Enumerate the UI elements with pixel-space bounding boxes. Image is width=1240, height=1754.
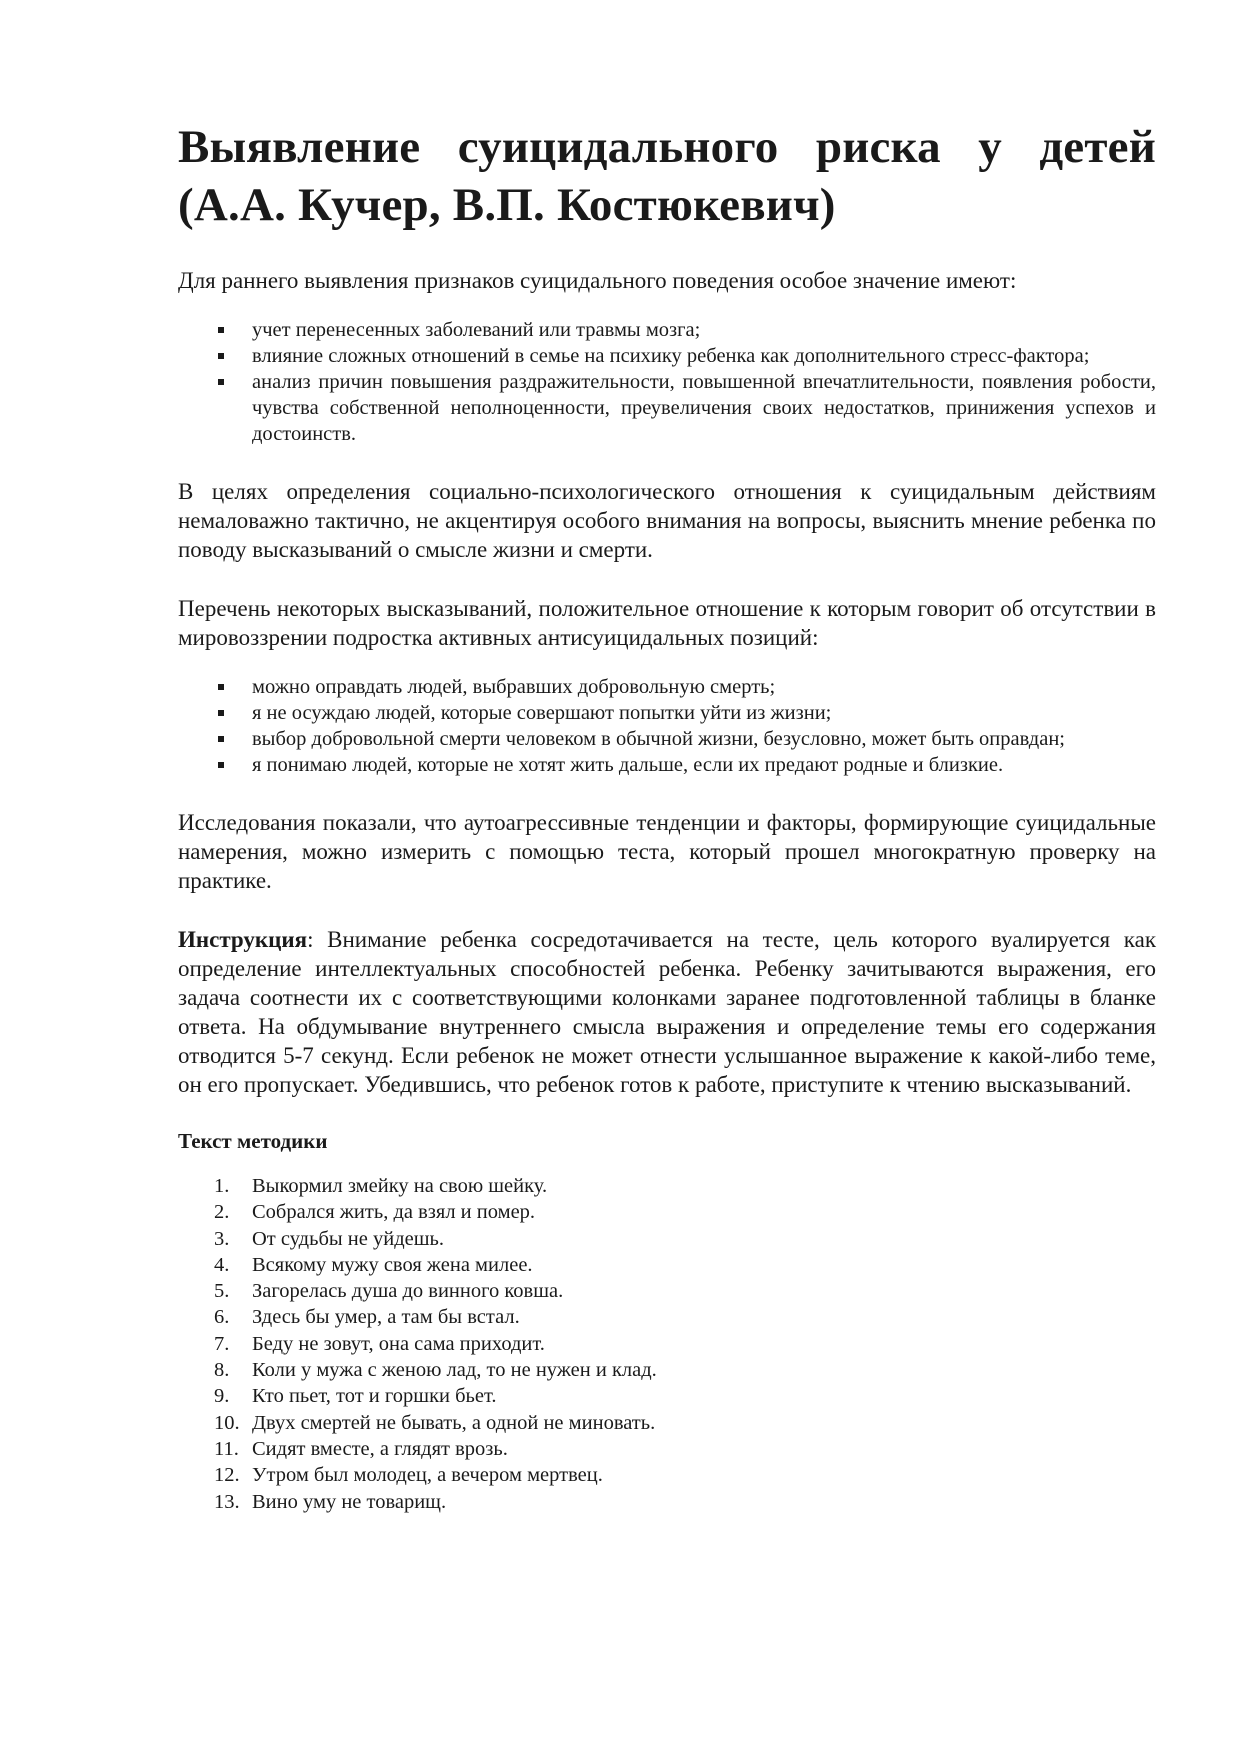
paragraph-instruction bbox=[178, 925, 1156, 1099]
method-item bbox=[178, 1173, 1156, 1199]
title-line-1: Выявление суицидального риска у детей bbox=[178, 121, 1156, 173]
method-item bbox=[178, 1226, 1156, 1252]
method-item-number: 10. bbox=[214, 1411, 240, 1434]
list-item-text: можно оправдать людей, выбравших добровольную смерть; bbox=[252, 676, 776, 698]
method-item-text: Вино уму не товарищ. bbox=[252, 1490, 447, 1513]
method-item bbox=[178, 1489, 1156, 1515]
page-title bbox=[178, 118, 1156, 234]
list-item-text: учет перенесенных заболеваний или травмы мозга; bbox=[252, 319, 701, 341]
list-item-text: влияние сложных отношений в семье на психику ребенка как дополнительного стресс-фактора; bbox=[252, 345, 1090, 367]
bullet-icon bbox=[218, 353, 224, 359]
method-item-number: 9. bbox=[214, 1385, 230, 1408]
method-item bbox=[178, 1331, 1156, 1357]
bullet-icon bbox=[218, 710, 224, 716]
method-item-number: 4. bbox=[214, 1253, 230, 1276]
method-item bbox=[178, 1278, 1156, 1304]
method-item-number: 11. bbox=[214, 1437, 239, 1460]
method-item bbox=[178, 1436, 1156, 1462]
list-item bbox=[178, 674, 1156, 700]
intro-paragraph: Для раннего выявления признаков суицидального поведения особое значение имеют: bbox=[178, 268, 1017, 293]
method-item-number: 2. bbox=[214, 1201, 230, 1224]
method-item bbox=[178, 1357, 1156, 1383]
method-item-number: 13. bbox=[214, 1490, 240, 1513]
bullet-icon bbox=[218, 762, 224, 768]
method-item-number: 5. bbox=[214, 1280, 230, 1303]
bullet-icon bbox=[218, 684, 224, 690]
method-item-number: 8. bbox=[214, 1359, 230, 1382]
method-item bbox=[178, 1252, 1156, 1278]
list-item bbox=[178, 317, 1156, 343]
method-item-number: 12. bbox=[214, 1464, 240, 1487]
title-line-2: (А.А. Кучер, В.П. Костюкевич) bbox=[178, 179, 836, 231]
method-item bbox=[178, 1199, 1156, 1225]
method-item-text: Загорелась душа до винного ковша. bbox=[252, 1280, 564, 1303]
list-item bbox=[178, 726, 1156, 752]
list-item bbox=[178, 369, 1156, 447]
list-item bbox=[178, 700, 1156, 726]
list-item-text: выбор добровольной смерти человеком в обычной жизни, безусловно, может быть оправдан; bbox=[252, 728, 1065, 750]
list-item-text: я понимаю людей, которые не хотят жить дальше, если их предают родные и близкие. bbox=[252, 754, 1004, 776]
method-item-text: От судьбы не уйдешь. bbox=[252, 1227, 444, 1250]
method-heading: Текст методики bbox=[178, 1129, 328, 1153]
method-item bbox=[178, 1304, 1156, 1330]
bullet-icon bbox=[218, 736, 224, 742]
risk-factors-list bbox=[178, 317, 1156, 447]
paragraph-social-attitude: В целях определения социально-психологического отношения к суицидальным действиям немаловажно тактично, не акцентируя особого внимания на вопросы, выяснить мнение ребенка по поводу высказываний о смысле жизни и смерти. bbox=[178, 479, 1156, 562]
statements-list bbox=[178, 674, 1156, 778]
list-item bbox=[178, 343, 1156, 369]
method-item-number: 7. bbox=[214, 1332, 230, 1355]
method-item bbox=[178, 1462, 1156, 1488]
list-item-text: анализ причин повышения раздражительности, повышенной впечатлительности, появления робости, чувства собственной неполноценности, преувеличения своих недостатков, принижения успехов и достоинств. bbox=[252, 371, 1156, 445]
paragraph-statements-intro: Перечень некоторых высказываний, положительное отношение к которым говорит об отсутствии в мировоззрении подростка активных антисуицидальных позиций: bbox=[178, 596, 1156, 650]
method-list bbox=[178, 1173, 1156, 1515]
method-item-number: 3. bbox=[214, 1227, 230, 1250]
instruction-text: : Внимание ребенка сосредотачивается на тесте, цель которого вуалируется как определение интеллектуальных способностей ребенка. Ребенку зачитываются выражения, его задача соотнести их с соответствующими колонками заранее подготовленной таблицы в бланке ответа. На обдумывание внутреннего смысла выражения и определение темы его содержания отводится 5-7 секунд. Если ребенок не может отнести услышанное выражение к какой-либо теме, он его пропускает. Убедившись, что ребенок готов к работе, приступите к чтению высказываний. bbox=[178, 927, 1156, 1097]
instruction-label: Инструкция bbox=[178, 927, 308, 952]
bullet-icon bbox=[218, 379, 224, 385]
document-page bbox=[178, 118, 1156, 1515]
method-item-number: 6. bbox=[214, 1306, 230, 1329]
method-item-text: Здесь бы умер, а там бы встал. bbox=[252, 1306, 520, 1329]
method-item-text: Кто пьет, тот и горшки бьет. bbox=[252, 1385, 497, 1408]
method-item-text: Беду не зовут, она сама приходит. bbox=[252, 1332, 545, 1355]
method-item-text: Коли у мужа с женою лад, то не нужен и клад. bbox=[252, 1359, 657, 1382]
method-item-number: 1. bbox=[214, 1175, 230, 1197]
method-item bbox=[178, 1383, 1156, 1409]
method-item-text: Собрался жить, да взял и помер. bbox=[252, 1201, 536, 1224]
bullet-icon bbox=[218, 327, 224, 333]
method-item-text: Выкормил змейку на свою шейку. bbox=[252, 1175, 548, 1197]
method-item-text: Двух смертей не бывать, а одной не миновать. bbox=[252, 1411, 656, 1434]
list-item bbox=[178, 752, 1156, 778]
method-item bbox=[178, 1410, 1156, 1436]
method-item-text: Утром был молодец, а вечером мертвец. bbox=[252, 1464, 603, 1487]
method-item-text: Всякому мужу своя жена милее. bbox=[252, 1253, 533, 1276]
list-item-text: я не осуждаю людей, которые совершают попытки уйти из жизни; bbox=[252, 702, 832, 724]
paragraph-research: Исследования показали, что аутоагрессивные тенденции и факторы, формирующие суицидальные намерения, можно измерить с помощью теста, который прошел многократную проверку на практике. bbox=[178, 810, 1156, 893]
method-item-text: Сидят вместе, а глядят врозь. bbox=[252, 1437, 508, 1460]
